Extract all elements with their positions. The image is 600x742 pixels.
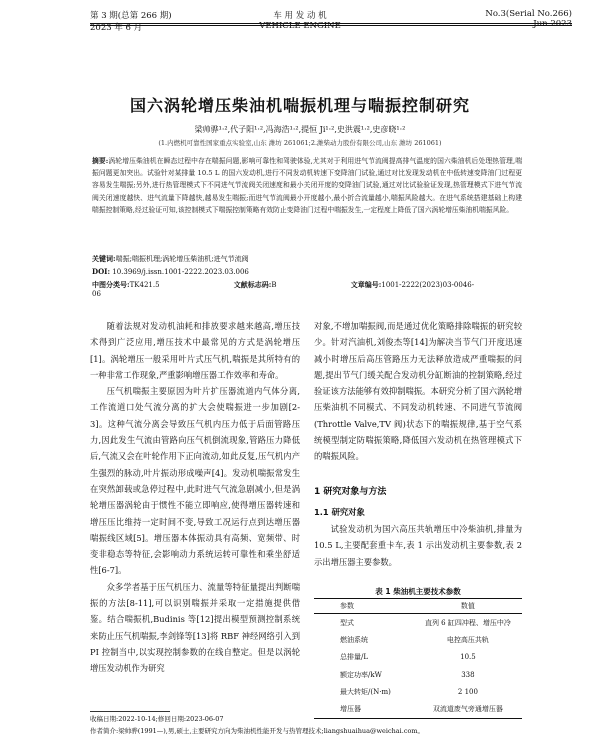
journal-issue-info (90, 9, 172, 33)
table-row (314, 631, 522, 648)
article-number-value: 1001-2222(2023)03-0046-06 (92, 281, 475, 298)
table-cell: 最大转矩/(N·m) (340, 687, 391, 696)
doc-code (234, 281, 313, 289)
clc-value: TK421.5 (129, 281, 160, 289)
author-list: 梁帅骅¹·²,代子阳¹·²,冯海浩¹·²,提恒 Ji¹·²,史洪震¹·²,史彦晓¹·² (194, 125, 406, 134)
table-cell: 338 (461, 670, 475, 679)
table-caption: 表 1 柴油机主要技术参数 (375, 587, 461, 596)
table-row (314, 666, 522, 683)
issue-number: 第 3 期(总第 266 期) (90, 11, 172, 21)
paper-title: 国六涡轮增压柴油机喘振机理与喘振控制研究 (129, 96, 470, 115)
body-left-column (90, 318, 300, 677)
table-cell: 总排量/L (340, 653, 369, 662)
body-paragraph: 随着法规对发动机油耗和排放要求越来越高,增压技术得到广泛应用,增压技术中最常见的方式是涡轮增压[1]。涡轮增压一般采用叶片式压气机,喘振是其所特有的一种非常工作现象,严重影响增压器工作效率和寿命。 (90, 321, 300, 380)
body-right-column (314, 318, 522, 465)
header-rule-thin (90, 25, 572, 26)
table-row (314, 614, 522, 632)
issue-date: 2023 年 6 月 (90, 23, 143, 33)
abstract (92, 155, 522, 216)
body-paragraph: 众多学者基于压气机压力、流量等特征量提出判断喘振的方法[8-11],可以识别喘振并采取一定措施提供借鉴。结合喘振机,Budinis 等[12]提出模型预测控制系统来防止压气机喘振,李剑锋等[13]将 RBF 神经网络引入到 PI 控制当中,以实现控制参数的在线自整定。但是以涡轮增压发动机作为研究 (90, 581, 300, 674)
subsection-heading: 1.1 研究对象 (314, 507, 365, 517)
table-cell: 燃油系统 (340, 635, 368, 644)
table-cell: 10.5 (460, 653, 476, 662)
serial-number: No.3(Serial No.266) (485, 9, 572, 19)
received-date: 收稿日期:2022-10-14;修回日期:2023-06-07 (90, 715, 224, 723)
section-heading: 1 研究对象与方法 (314, 487, 387, 497)
doi (92, 267, 522, 276)
body-paragraph: 对象,不增加喘振阀,而是通过优化策略排除喘振的研究较少。针对汽油机,刘俊杰等[14]为解决当节气门开度迅速减小时增压后高压管路压力无法释放造成严重喘振的问题,提出节气门缓关配合发动机分缸断油的控制策略,经过验证该方法能够有效抑制喘振。本研究分析了国六涡轮增压柴油机不同模式、不同发动机转速、不同进气节流阀(Throttle Valve,TV 阀)状态下的喘振规律,基于空气系统模型制定防喘振策略,降低国六发动机在热管理模式下的喘振风险。 (314, 321, 522, 462)
abstract-label: 摘要: (92, 157, 109, 165)
table-cell: 型式 (340, 618, 354, 627)
doi-label: DOI: (92, 267, 111, 276)
footnote-rule (90, 711, 170, 712)
table-cell: 双流道废气旁通增压器 (414, 700, 522, 718)
table-row (314, 683, 522, 700)
table-row (314, 700, 522, 718)
clc-label: 中图分类号: (92, 280, 130, 289)
table-header-row (314, 599, 522, 614)
clc (92, 281, 196, 289)
keywords (92, 254, 522, 264)
engine-parameters-table (314, 598, 522, 719)
body-paragraph: 试验发动机为国六高压共轨增压中冷柴油机,排量为 10.5 L,主要配套重卡车,表 1 示出发动机主要参数,表 2 示出增压器主要参数。 (314, 524, 522, 567)
affiliation: (1.内燃机可靠性国家重点实验室,山东 潍坊 261061;2.潍柴动力股份有限公司,山东 潍坊 261061) (158, 139, 442, 147)
keywords-text: 喘振;喘振机理;涡轮增压柴油机;进气节流阀 (115, 255, 249, 263)
journal-name-cn: 车 用 发 动 机 (273, 11, 327, 21)
table-cell: 增压器 (314, 700, 414, 718)
keywords-label: 关键词: (92, 254, 116, 263)
table-cell: 直列 6 缸四冲程、增压中冷 (424, 618, 511, 627)
abstract-text: 涡轮增压柴油机在瞬态过程中存在喘振问题,影响可靠性和驾驶体验,尤其对于利用进气节流阀提高排气温度的国六柴油机后处理热管理,喘振问题更加突出。试验针对某排量 10.5 L 的国六发动机,进行不同发动机转速下变降油门试验,通过对比发现发动机在中低转速变降油门过程更容易发生喘振;另外,进行热管理模式下不同进气节流阀关闭速度和最小关闭开度的变降油门试验,通过对比试验验证发现,热管理模式下进气节流阀关闭速度越快、进气流量下降越快,越易发生喘振;而进气节流阀最小开度越小,最小折合流量越小,喘振风险越大。在进气系统搭建基础上构建喘振控制策略,经过验证可知,该控制模式下喘振控制策略有效防止变降油门过程中喘振发生,一定程度上降低了国六涡轮增压柴油机喘振风险。 (92, 157, 522, 214)
serial-date: Jun.2023 (533, 19, 572, 29)
table-cell: 额定功率/kW (340, 670, 382, 679)
author-bio: 作者简介:梁帅骅(1991—),男,硕士,主要研究方向为柴油机性能开发与热管理技术;liangshuaihua@weichai.com。 (90, 727, 425, 735)
header-rule (90, 23, 572, 24)
journal-name (200, 9, 400, 31)
journal-serial-info (485, 9, 572, 29)
article-number-label: 文章编号: (350, 280, 382, 289)
classification-row (92, 280, 522, 298)
body-paragraph: 压气机喘振主要原因为叶片扩压器流道内气体分离,工作流道口处气流分离的扩大会使喘振进一步加剧[2-3]。这种气流分离会导致压气机内压力低于后面管路压力,因此发生气流由管路向压气机倒流现象,管路压力降低后,气流又会在叶轮作用下正向流动,如此反复,压气机内产生强烈的脉动,叶片振动形成噪声[4]。发动机喘振常发生在突然卸载或急停过程中,此时进气气流急剧减小,但是涡轮增压器涡轮由于惯性不能立即响应,使得增压器转速和增压压比维持一定时间不变,导致工况运行点到达增压器喘振线区域[5]。增压器本体振动具有高频、宽频带、时变非稳态等特征,会影响动力系统运转可靠性和乘坐舒适性[6-7]。 (90, 386, 300, 576)
doi-value[interactable]: 10.3969/j.issn.1001-2222.2023.03.006 (112, 268, 249, 276)
table-header-cell: 数值 (414, 599, 522, 614)
journal-name-en: VEHICLE ENGINE (259, 21, 341, 31)
table-cell: 2 100 (457, 687, 478, 696)
doc-code-label: 文献标志码: (233, 280, 272, 289)
doc-code-value: B (271, 281, 277, 289)
table-cell: 电控高压共轨 (446, 635, 489, 644)
table-row (314, 649, 522, 666)
body-right-column-lower (314, 521, 522, 570)
table-header-cell: 参数 (314, 599, 414, 614)
